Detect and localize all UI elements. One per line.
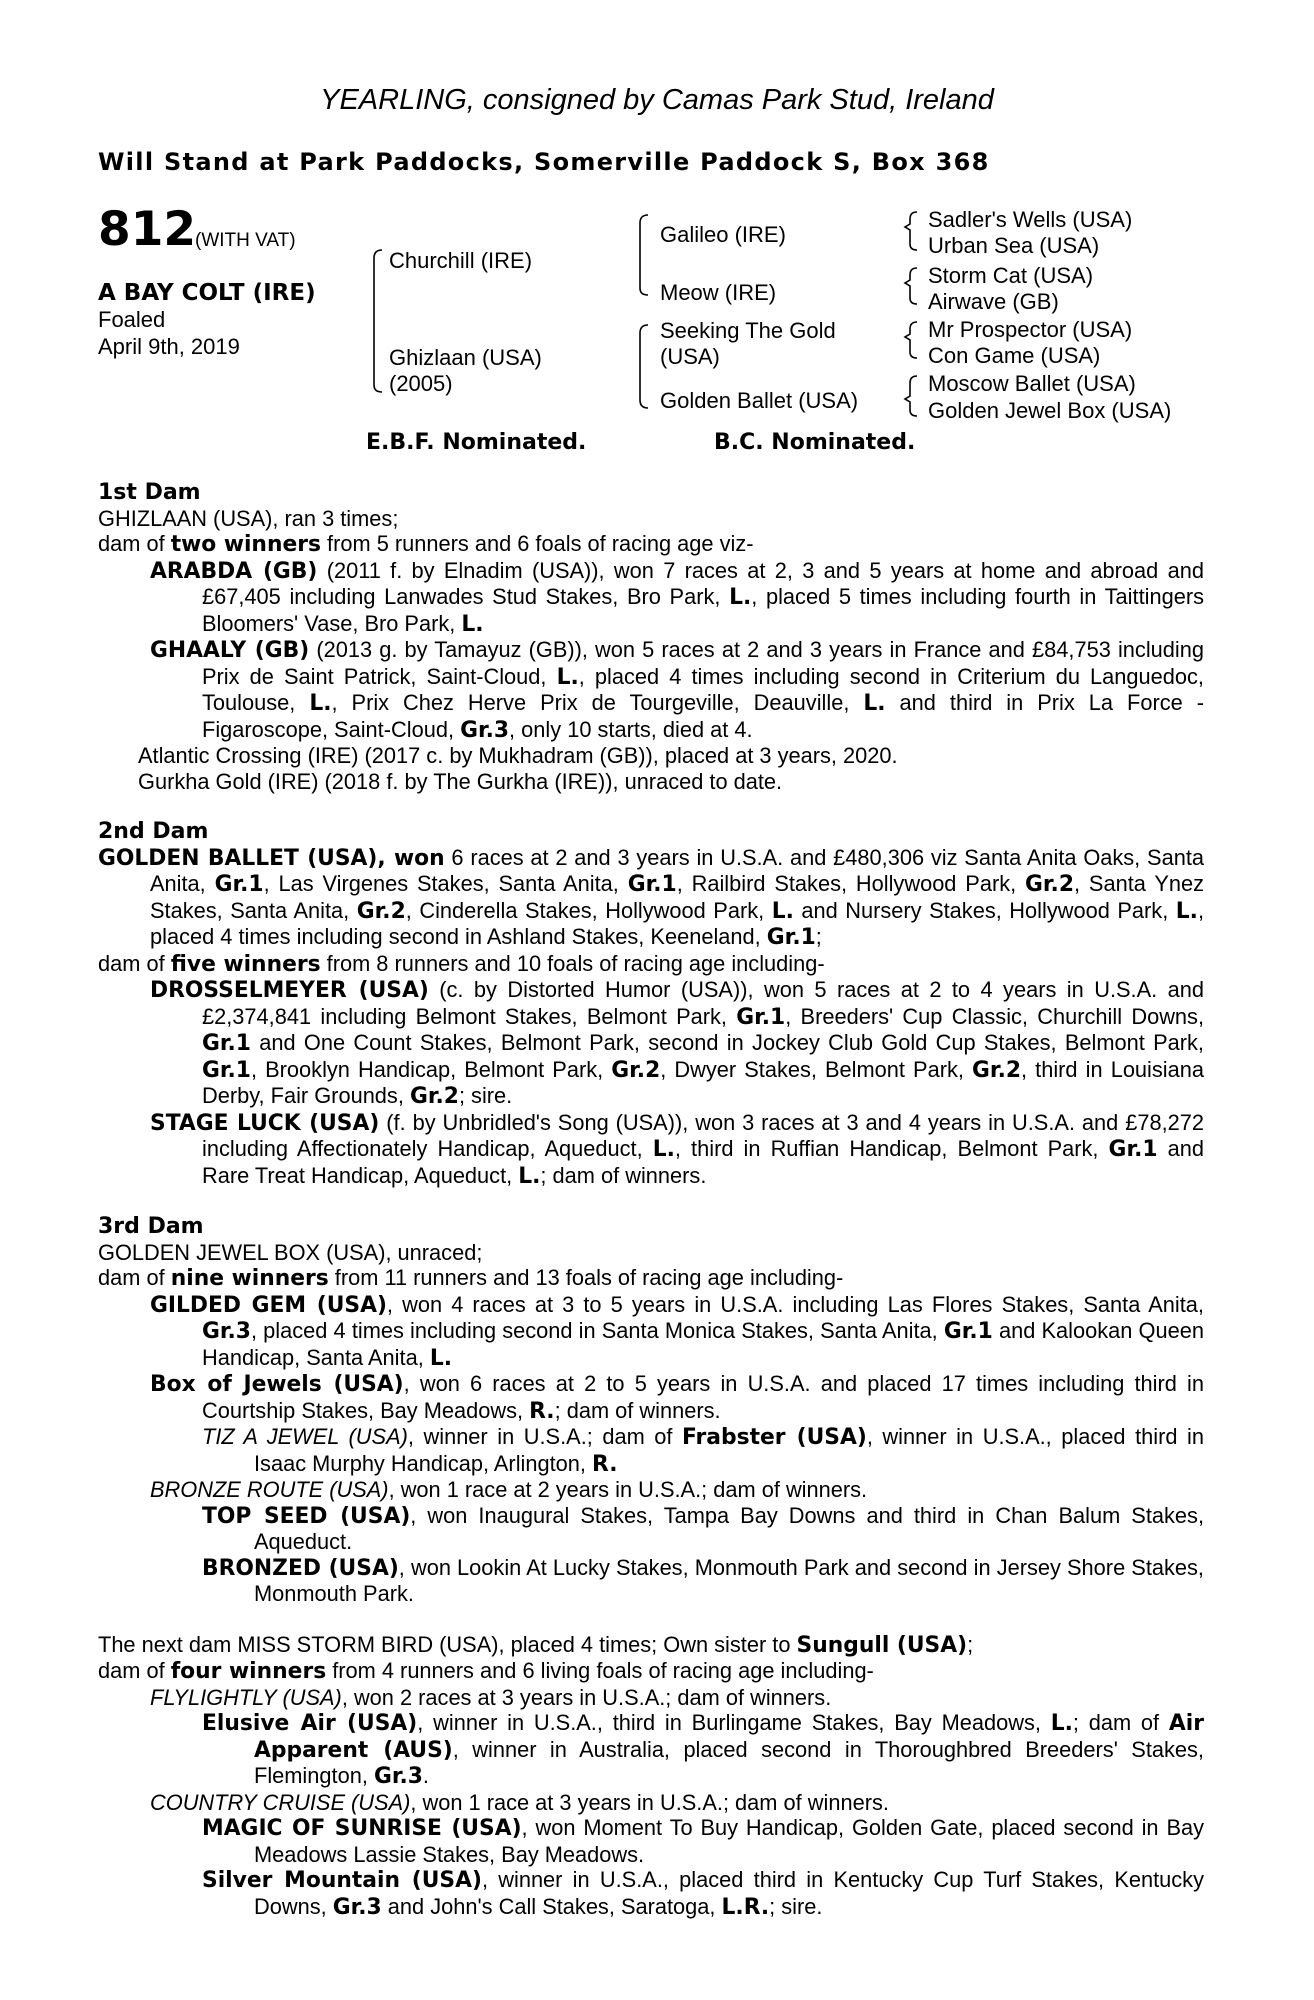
produce-gurkha-gold: Gurkha Gold (IRE) (2018 f. by The Gurkha (IRE)), unraced to date.	[138, 768, 783, 794]
first-dam-heading: 1st Dam	[98, 480, 201, 505]
produce-bronzed: BRONZED (USA), won Lookin At Lucky Stakes, Monmouth Park and second in Jersey Shore Stakes, Monmouth Park.	[202, 1554, 1204, 1606]
gen3-ddd: Golden Jewel Box (USA)	[928, 398, 1172, 423]
bracket-ss	[905, 212, 917, 250]
first-dam-intro: GHIZLAAN (USA), ran 3 times;	[98, 505, 399, 531]
lot-number: 812	[98, 202, 197, 257]
bracket-sd	[905, 268, 917, 304]
gen3-sss: Sadler's Wells (USA)	[928, 207, 1133, 232]
next-dam-produce: dam of four winners from 4 runners and 6 living foals of racing age including-	[98, 1658, 874, 1684]
bracket-dd	[905, 376, 917, 416]
pedigree-notes	[98, 480, 1204, 1920]
produce-bronze-route: BRONZE ROUTE (USA), won 1 race at 2 years in U.S.A.; dam of winners.	[150, 1477, 868, 1502]
sire-dam: Meow (IRE)	[660, 280, 777, 305]
produce-drosselmeyer: DROSSELMEYER (USA) (c. by Distorted Humor (USA)), won 5 races at 2 to 4 years in U.S.A. and £2,374,841 including Belmont Stakes, Belmont Park, Gr.1, Breeders' Cup Classic, Churchill Downs, Gr.1 and One Count Stakes, Belmont Park, second in Jockey Club Gold Cup Stakes, Belmont Park, Gr.1, Brooklyn Handicap, Belmont Park, Gr.2, Dwyer Stakes, Belmont Park, Gr.2, third in Louisiana Derby, Fair Grounds, Gr.2; sire.	[150, 977, 1205, 1109]
sire-sire: Galileo (IRE)	[660, 222, 786, 247]
produce-tiz-a-jewel: TIZ A JEWEL (USA), winner in U.S.A.; dam of Frabster (USA), winner in U.S.A., placed third in Isaac Murphy Handicap, Arlington, R.	[202, 1424, 1204, 1477]
gen3-ssd: Urban Sea (USA)	[928, 233, 1100, 258]
sire-name: Churchill (IRE)	[389, 248, 533, 273]
consignor-line: YEARLING, consigned by Camas Park Stud, Ireland	[320, 84, 994, 116]
second-dam-record: GOLDEN BALLET (USA), won 6 races at 2 and 3 years in U.S.A. and £480,306 viz Santa Anita Oaks, Santa Anita, Gr.1, Las Virgenes Stakes, Santa Anita, Gr.1, Railbird Stakes, Hollywood Park, Gr.2, Santa Ynez Stakes, Santa Anita, Gr.2, Cinderella Stakes, Hollywood Park, L. and Nursery Stakes, Hollywood Park, L., placed 4 times including second in Ashland Stakes, Keeneland, Gr.1;	[98, 844, 1205, 950]
gen3-dsd: Con Game (USA)	[928, 343, 1101, 368]
foaled-label: Foaled	[98, 307, 166, 332]
third-dam-produce: dam of nine winners from 11 runners and 13 foals of racing age including-	[98, 1265, 844, 1291]
produce-flylightly: FLYLIGHTLY (USA), won 2 races at 3 years in U.S.A.; dam of winners.	[150, 1684, 832, 1710]
dam-sire	[660, 318, 836, 370]
next-dam-intro: The next dam MISS STORM BIRD (USA), placed 4 times; Own sister to Sungull (USA);	[98, 1631, 974, 1658]
gen3-dss: Mr Prospector (USA)	[928, 317, 1133, 342]
third-dam-intro: GOLDEN JEWEL BOX (USA), unraced;	[98, 1239, 483, 1265]
produce-box-of-jewels: Box of Jewels (USA), won 6 races at 2 to 5 years in U.S.A. and placed 17 times including third in Courtship Stakes, Bay Meadows, R.; dam of winners.	[150, 1371, 1204, 1424]
foaled-date: April 9th, 2019	[98, 334, 240, 359]
vat-label: (WITH VAT)	[195, 230, 296, 251]
dam-dam: Golden Ballet (USA)	[660, 388, 859, 413]
produce-top-seed: TOP SEED (USA), won Inaugural Stakes, Tampa Bay Downs and third in Chan Balum Stakes, Aqueduct.	[202, 1502, 1205, 1554]
produce-stage-luck: STAGE LUCK (USA) (f. by Unbridled's Song (USA)), won 3 races at 3 and 4 years in U.S.A. and £78,272 including Affectionately Handicap, Aqueduct, L., third in Ruffian Handicap, Belmont Park, Gr.1 and Rare Treat Handicap, Aqueduct, L.; dam of winners.	[150, 1109, 1205, 1189]
dam-name	[389, 345, 542, 397]
gen3-dds: Moscow Ballet (USA)	[928, 371, 1136, 396]
bracket-sire	[640, 215, 648, 295]
bc-nomination: B.C. Nominated.	[714, 430, 916, 455]
gen3-sdd: Airwave (GB)	[928, 289, 1059, 314]
stand-location: Will Stand at Park Paddocks, Somerville Paddock S, Box 368	[98, 148, 990, 176]
first-dam-produce: dam of two winners from 5 runners and 6 foals of racing age viz-	[98, 531, 754, 557]
produce-magic-of-sunrise: MAGIC OF SUNRISE (USA), won Moment To Buy Handicap, Golden Gate, placed second in Bay Meadows Lassie Stakes, Bay Meadows.	[202, 1815, 1204, 1867]
dam-sire-line1: Seeking The Gold	[660, 318, 836, 343]
second-dam-produce: dam of five winners from 8 runners and 10 foals of racing age including-	[98, 950, 825, 977]
produce-silver-mountain: Silver Mountain (USA), winner in U.S.A., placed third in Kentucky Cup Turf Stakes, Kentucky Downs, Gr.3 and John's Call Stakes, Saratoga, L.R.; sire.	[202, 1867, 1204, 1920]
dam-sire-line2: (USA)	[660, 344, 720, 369]
produce-country-cruise: COUNTRY CRUISE (USA), won 1 race at 3 years in U.S.A.; dam of winners.	[150, 1789, 889, 1815]
dam-name-line1: Ghizlaan (USA)	[389, 345, 542, 370]
produce-atlantic-crossing: Atlantic Crossing (IRE) (2017 c. by Mukhadram (GB)), placed at 3 years, 2020.	[138, 743, 898, 768]
ebf-nomination: E.B.F. Nominated.	[366, 430, 587, 455]
gen3-sds: Storm Cat (USA)	[928, 263, 1094, 288]
bracket-dam	[640, 325, 648, 408]
produce-ghaaly: GHAALY (GB) (2013 g. by Tamayuz (GB)), won 5 races at 2 and 3 years in France and £84,753 including Prix de Saint Patrick, Saint-Cloud, L., placed 4 times including second in Criterium du Languedoc, Toulouse, L., Prix Chez Herve Prix de Tourgeville, Deauville, L. and third in Prix La Force - Figaroscope, Saint-Cloud, Gr.3, only 10 starts, died at 4.	[150, 637, 1204, 743]
dam-year: (2005)	[389, 371, 453, 396]
bracket-main	[374, 250, 382, 392]
third-dam-heading: 3rd Dam	[98, 1214, 204, 1239]
second-dam-heading: 2nd Dam	[98, 819, 209, 844]
bracket-ds	[905, 322, 917, 358]
produce-gilded-gem: GILDED GEM (USA), won 4 races at 3 to 5 years in U.S.A. including Las Flores Stakes, Santa Anita, Gr.3, placed 4 times including second in Santa Monica Stakes, Santa Anita, Gr.1 and Kalookan Queen Handicap, Santa Anita, L.	[150, 1291, 1204, 1371]
produce-elusive-air: Elusive Air (USA), winner in U.S.A., third in Burlingame Stakes, Bay Meadows, L.; dam of Air Apparent (AUS), winner in Australia, placed second in Thoroughbred Breeders' Stakes, Flemington, Gr.3.	[202, 1710, 1204, 1789]
produce-arabda: ARABDA (GB) (2011 f. by Elnadim (USA)), won 7 races at 2, 3 and 5 years at home and abroad and £67,405 including Lanwades Stud Stakes, Bro Park, L., placed 5 times including fourth in Taittingers Bloomers' Vase, Bro Park, L.	[150, 557, 1204, 637]
lot-name: A BAY COLT (IRE)	[98, 280, 316, 306]
